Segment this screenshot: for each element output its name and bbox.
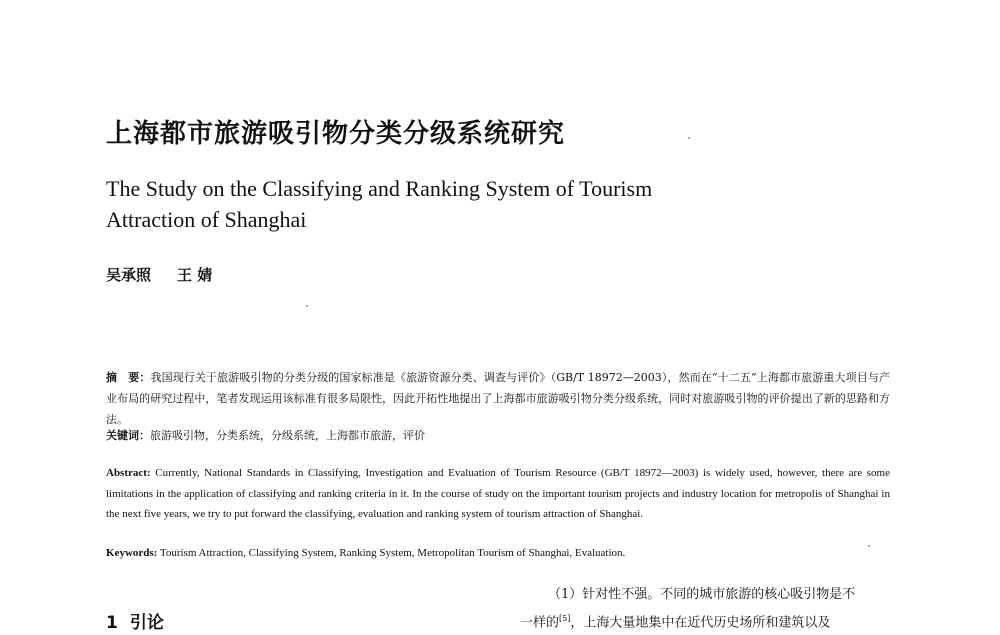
keywords-cn-label: 关键词： <box>106 429 150 442</box>
section-number: 1 <box>106 613 118 633</box>
keywords-chinese <box>106 426 890 446</box>
scan-speck <box>868 545 870 547</box>
keywords-en-text: Tourism Attraction, Classifying System, Ranking System, Metropolitan Tourism of Shanghai, Evaluation. <box>157 547 626 559</box>
paper-title-english: The Study on the Classifying and Ranking System of Tourism Attraction of Shanghai <box>106 176 653 232</box>
keywords-english <box>106 544 890 562</box>
abstract-cn-label: 摘 要： <box>106 371 151 384</box>
abstract-chinese <box>106 367 890 430</box>
section-title: 引论 <box>129 613 164 633</box>
body-text: ，上海大量地集中在近代历史场所和建筑以及 <box>570 615 831 631</box>
abstract-english <box>106 463 890 525</box>
paper-title-chinese: 上海都市旅游吸引物分类分级系统研究 <box>106 119 566 149</box>
keywords-en-label: Keywords: <box>106 547 158 559</box>
abstract-en-text: Currently, National Standards in Classifying, Investigation and Evaluation of Tourism Resource (GB/T 18972—2003) is widely used, however, there are some limitations in the application of classifying and ranking criteria in it. In the course of study on the important tourism projects and industry location for metropolis of Shanghai in the next five years, we try to put forward the classifying, evaluation and ranking system of tourism attraction of Shanghai. <box>106 467 890 520</box>
author-list <box>106 264 238 285</box>
author-name: 王 婧 <box>177 266 213 284</box>
abstract-en-label: Abstract: <box>106 467 151 479</box>
citation-ref: [5] <box>559 614 571 623</box>
author-name: 吴承照 <box>106 266 152 284</box>
scan-speck <box>688 137 690 139</box>
body-column-right <box>520 583 892 635</box>
scan-speck <box>306 305 308 307</box>
section-heading <box>106 608 164 633</box>
abstract-cn-text: 我国现行关于旅游吸引物的分类分级的国家标准是《旅游资源分类、调查与评价》（GB/T 18972—2003），然而在“十二五”上海都市旅游重大项目与产业布局的研究过程中，笔者发现运用该标准有很多局限性，因此开拓性地提出了上海都市旅游吸引物分类分级系统，同时对旅游吸引物的评价提出了新的思路和方法。 <box>106 371 891 426</box>
body-paragraph <box>520 607 892 635</box>
body-text: 一样的 <box>520 615 560 631</box>
body-paragraph: （1）针对性不强。不同的城市旅游的核心吸引物是不 <box>548 587 856 602</box>
keywords-cn-text: 旅游吸引物，分类系统，分级系统，上海都市旅游，评价 <box>150 429 425 442</box>
